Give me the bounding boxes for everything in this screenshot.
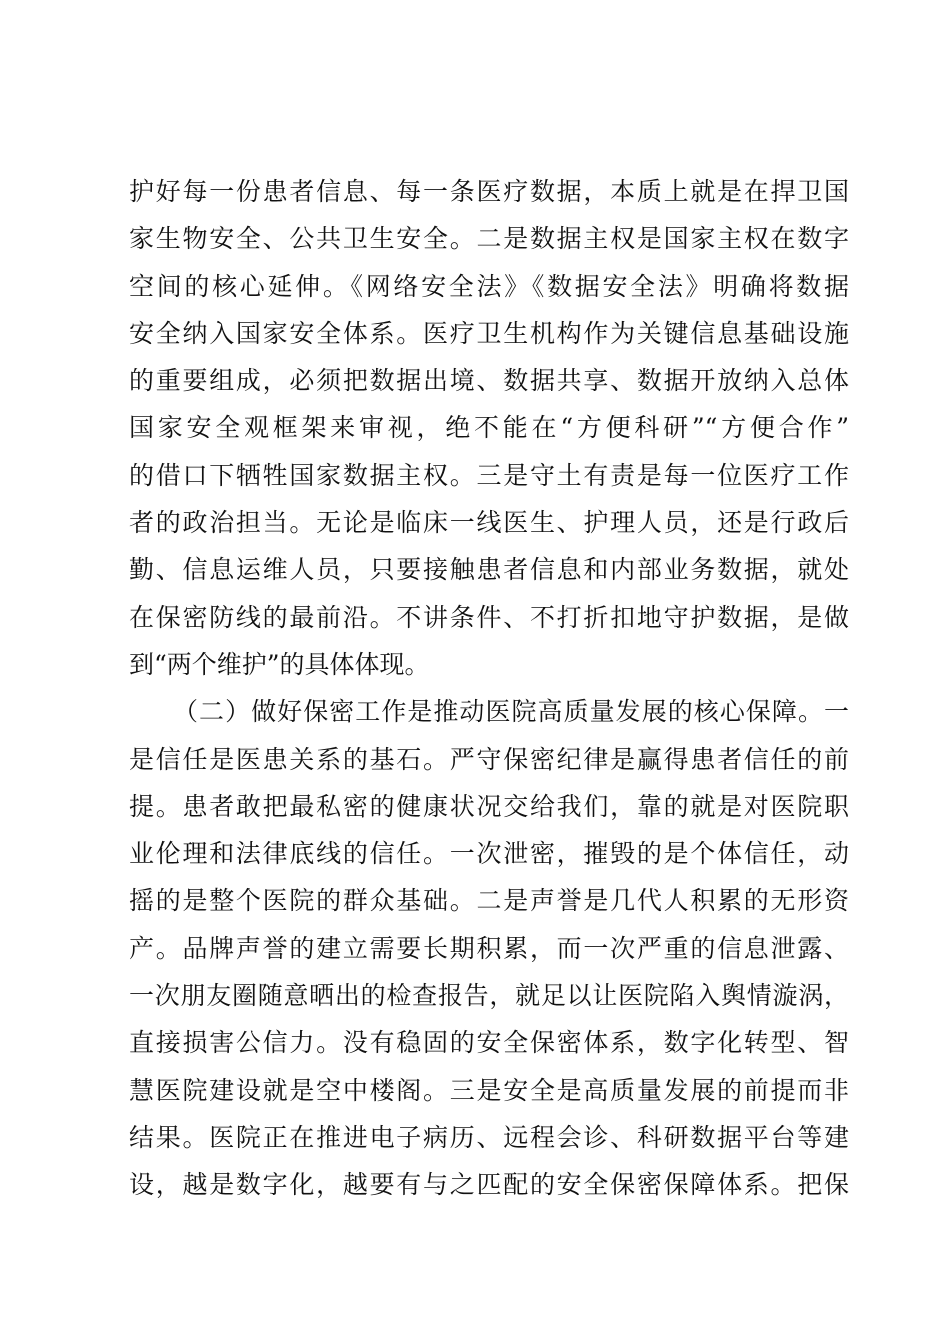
text-line: 直接损害公信力。没有稳固的安全保密体系，数字化转型、智: [129, 1028, 849, 1058]
text-line: 的重要组成，必须把数据出境、数据共享、数据开放纳入总体: [129, 366, 849, 396]
text-line: 摇的是整个医院的群众基础。二是声誉是几代人积累的无形资: [129, 886, 849, 916]
text-line: 结果。医院正在推进电子病历、远程会诊、科研数据平台等建: [129, 1122, 849, 1152]
text-line: 一次朋友圈随意晒出的检查报告，就足以让医院陷入舆情漩涡，: [129, 981, 849, 1011]
text-line: 提。患者敢把最私密的健康状况交给我们，靠的就是对医院职: [129, 791, 849, 821]
text-line: 产。品牌声誉的建立需要长期积累，而一次严重的信息泄露、: [129, 933, 849, 963]
body-text: [129, 168, 849, 1209]
text-line: 安全纳入国家安全体系。医疗卫生机构作为关键信息基础设施: [129, 318, 849, 348]
text-line: 的借口下牺牲国家数据主权。三是守土有责是每一位医疗工作: [129, 460, 849, 490]
text-line: 设，越是数字化，越要有与之匹配的安全保密保障体系。把保: [129, 1170, 849, 1200]
section-heading-line: （二）做好保密工作是推动医院高质量发展的核心保障。一: [173, 697, 849, 727]
text-line: 是信任是医患关系的基石。严守保密纪律是赢得患者信任的前: [129, 744, 849, 774]
text-line: 慧医院建设就是空中楼阁。三是安全是高质量发展的前提而非: [129, 1075, 849, 1105]
text-line: 到“两个维护”的具体体现。: [129, 649, 430, 679]
text-line: 在保密防线的最前沿。不讲条件、不打折扣地守护数据，是做: [129, 602, 849, 632]
text-line: 国家安全观框架来审视，绝不能在“方便科研”“方便合作”: [129, 413, 849, 443]
text-line: 勤、信息运维人员，只要接触患者信息和内部业务数据，就处: [129, 555, 849, 585]
text-line: 者的政治担当。无论是临床一线医生、护理人员，还是行政后: [129, 508, 849, 538]
text-line: 家生物安全、公共卫生安全。二是数据主权是国家主权在数字: [129, 224, 849, 254]
text-line: 护好每一份患者信息、每一条医疗数据，本质上就是在捍卫国: [129, 177, 849, 206]
text-line: 空间的核心延伸。《网络安全法》《数据安全法》明确将数据: [129, 271, 849, 301]
text-line: 业伦理和法律底线的信任。一次泄密，摧毁的是个体信任，动: [129, 839, 849, 869]
